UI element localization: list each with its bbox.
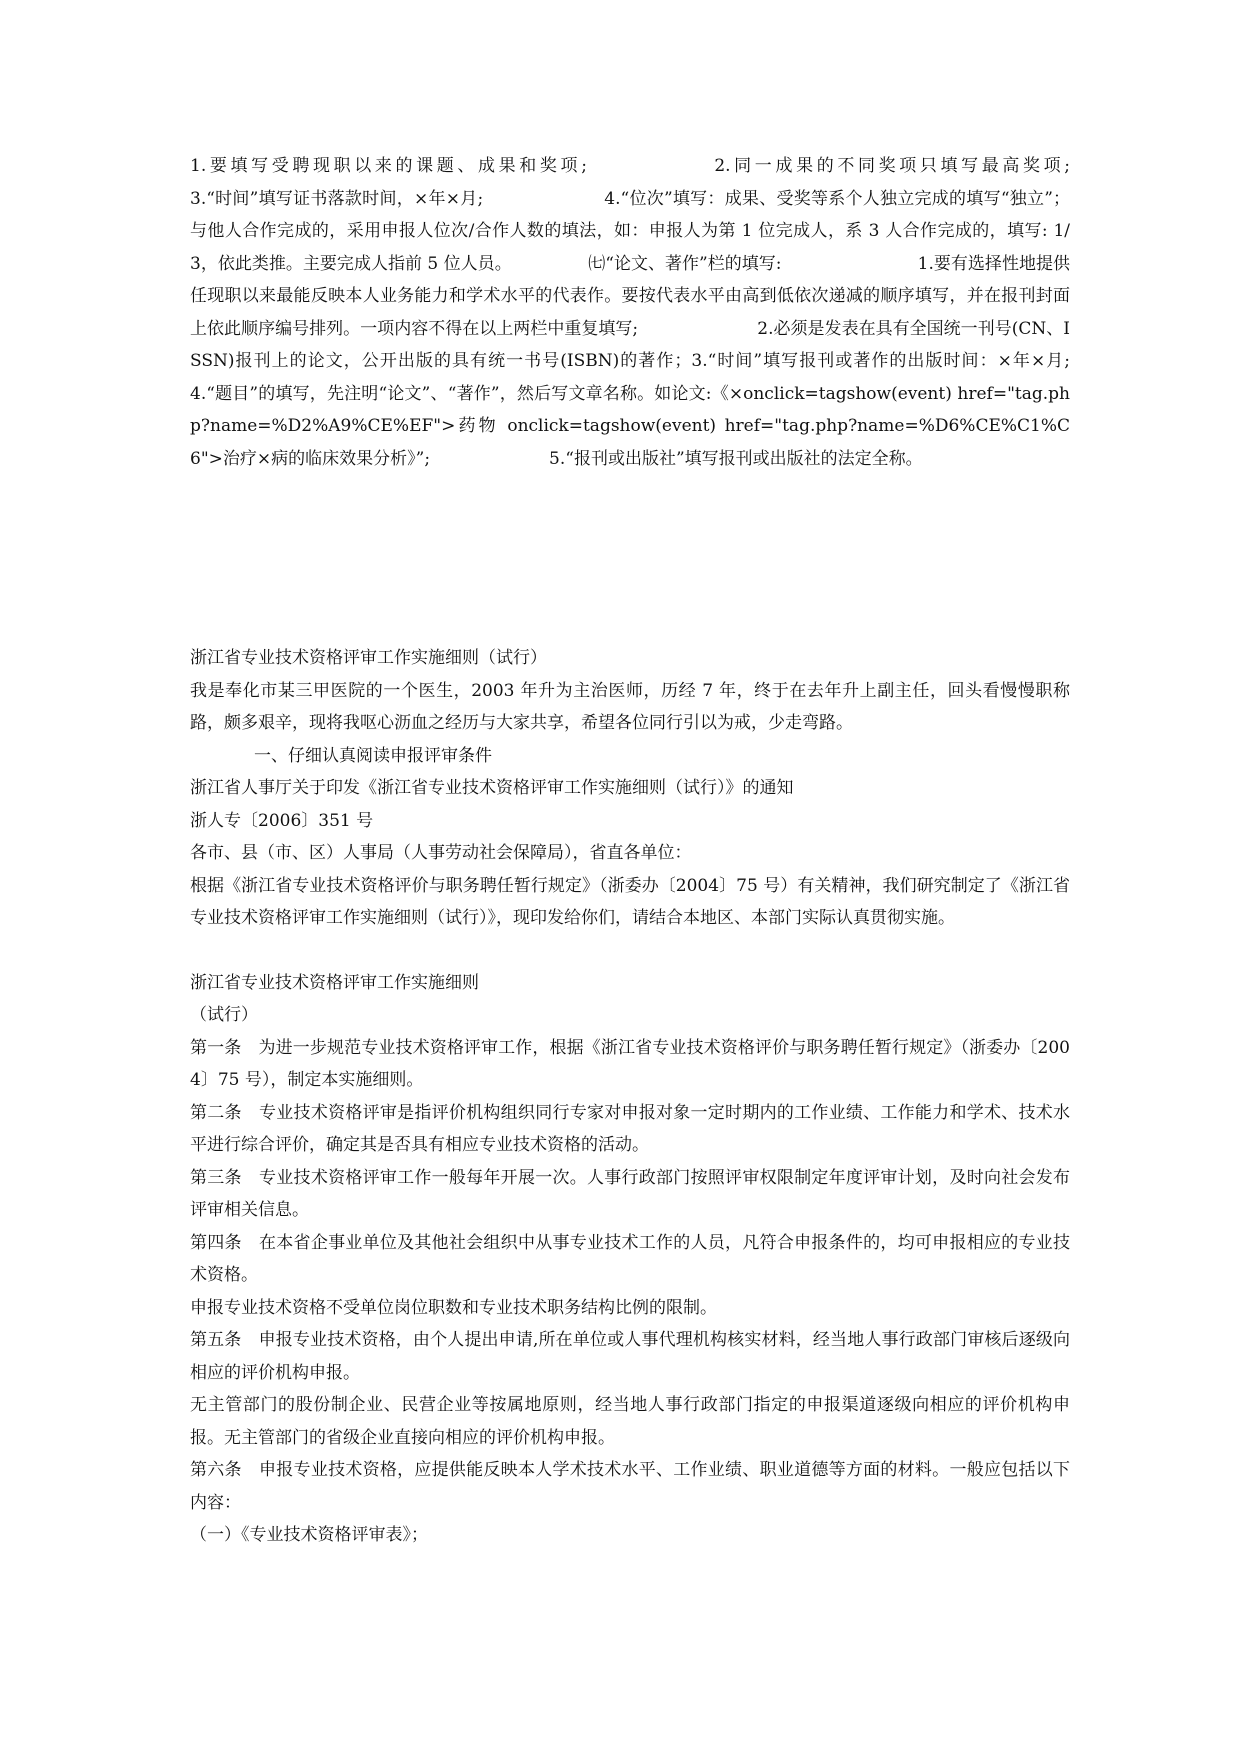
rules-subtitle: （试行） — [190, 1005, 258, 1025]
article-paragraph: 无主管部门的股份制企业、民营企业等按属地原则，经当地人事行政部门指定的申报渠道逐级向相应的评价机构申报。无主管部门的省级企业直接向相应的评价机构申报。 — [190, 1395, 1070, 1448]
article-paragraph: 第四条 在本省企事业单位及其他社会组织中从事专业技术工作的人员，凡符合申报条件的，均可申报相应的专业技术资格。 — [190, 1232, 1070, 1285]
addressee: 各市、县（市、区）人事局（人事劳动社会保障局），省直各单位： — [190, 843, 692, 863]
section-heading: 一、仔细认真阅读申报评审条件 — [254, 745, 492, 766]
article-paragraph: 第一条 为进一步规范专业技术资格评审工作，根据《浙江省专业技术资格评价与职务聘任暂行规定》（浙委办〔2004〕75 号），制定本实施细则。 — [190, 1037, 1070, 1090]
article-title: 浙江省专业技术资格评审工作实施细则（试行） — [190, 648, 547, 668]
notice-body: 根据《浙江省专业技术资格评价与职务聘任暂行规定》（浙委办〔2004〕75 号）有关精神，我们研究制定了《浙江省专业技术资格评审工作实施细则（试行）》，现印发给你们，请结合本地区、本部门实际认真贯彻实施。 — [190, 875, 1070, 928]
intro-paragraph: 我是奉化市某三甲医院的一个医生，2003 年升为主治医师，历经 7 年，终于在去年升上副主任，回头看慢慢职称路，颇多艰辛，现将我呕心沥血之经历与大家共享，希望各位同行引以为戒，少走弯路。 — [190, 680, 1070, 733]
article-paragraph: 第三条 专业技术资格评审工作一般每年开展一次。人事行政部门按照评审权限制定年度评审计划，及时向社会发布评审相关信息。 — [190, 1167, 1070, 1220]
article-paragraph: （一）《专业技术资格评审表》； — [190, 1525, 428, 1545]
notice-title: 浙江省人事厅关于印发《浙江省专业技术资格评审工作实施细则（试行）》的通知 — [190, 778, 794, 798]
rules-title: 浙江省专业技术资格评审工作实施细则 — [190, 972, 479, 993]
article-paragraph: 第六条 申报专业技术资格，应提供能反映本人学术技术水平、工作业绩、职业道德等方面的材料。一般应包括以下内容： — [190, 1460, 1070, 1513]
article-paragraph: 第五条 申报专业技术资格，由个人提出申请,所在单位或人事代理机构核实材料，经当地人事行政部门审核后逐级向相应的评价机构申报。 — [190, 1330, 1070, 1383]
article-paragraph: 第二条 专业技术资格评审是指评价机构组织同行专家对申报对象一定时期内的工作业绩、工作能力和学术、技术水平进行综合评价，确定其是否具有相应专业技术资格的活动。 — [190, 1102, 1070, 1155]
spacer — [190, 935, 1070, 967]
article-block — [190, 642, 1070, 1552]
article-paragraph: 申报专业技术资格不受单位岗位职数和专业技术职务结构比例的限制。 — [190, 1297, 717, 1318]
document-number: 浙人专〔2006〕351 号 — [190, 810, 374, 831]
instructions-block — [190, 150, 1189, 475]
instructions-paragraph: 1.要填写受聘现职以来的课题、成果和奖项; 2.同一成果的不同奖项只填写最高奖项; 3.“时间”填写证书落款时间，×年×月; 4.“位次”填写：成果、受奖等系个人独立完成的填写“独立”；与他人合作完成的，采用申报人位次/合作人数的填法，如：申报人为第 1 位完成人，系 3 人合作完成的，填写: 1/3，依此类推。主要完成人指前 5 位人员。 ㈦“论文、著作”栏的填写: 1.要有选择性地提供任现职以来最能反映本人业务能力和学术水平的代表作。要按代表水平由高到低依次递减的顺序填写，并在报刊封面上依此顺序编号排列。一项内容不得在以上两栏中重复填写; 2.必须是发表在具有全国统一刊号(CN、ISSN)报刊上的论文，公开出版的具有统一书号(ISBN)的著作；3.“时间”填写报刊或著作的出版时间：×年×月; 4.“题目”的填写，先注明“论文”、“著作”，然后写文章名称。如论文:《×onclick=tagshow(event) href="tag.php?name=%D2%A9%CE%EF">药物 onclick=tagshow(event) href="tag.php?name=%D6%CE%C1%C6">治疗×病的临床效果分析》”; 5.“报刊或出版社”填写报刊或出版社的法定全称。 — [190, 156, 1189, 469]
